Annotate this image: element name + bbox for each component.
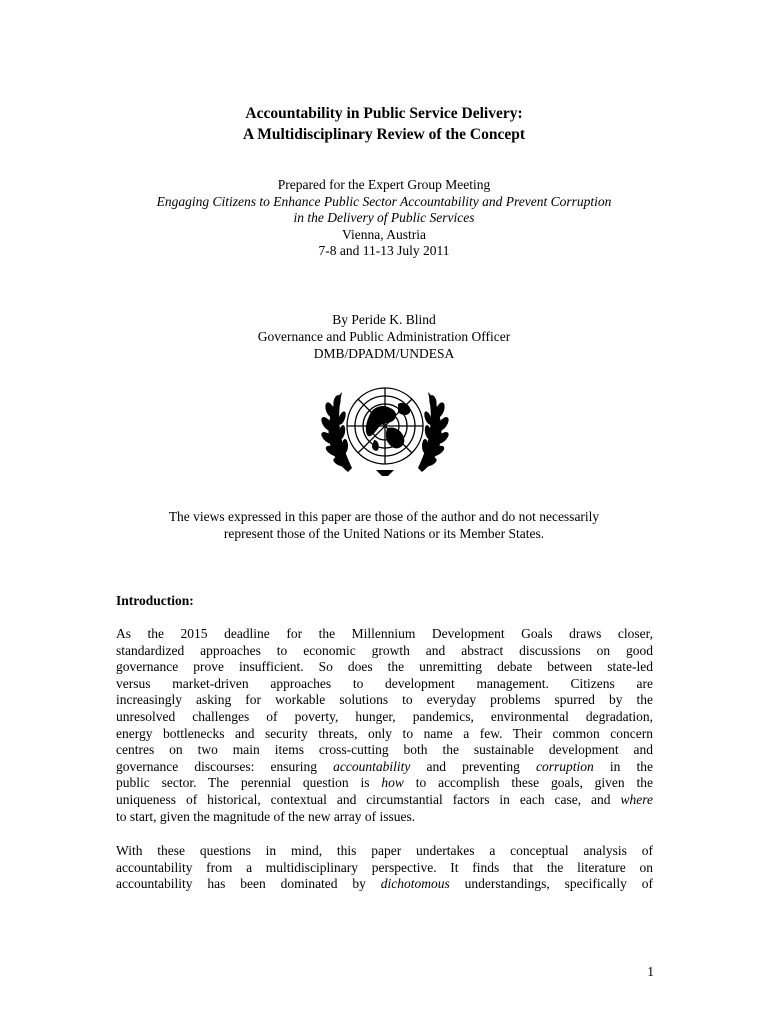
author-position: Governance and Public Administration Officer [257, 329, 511, 344]
prepared-for-line: Prepared for the Expert Group Meeting [277, 177, 491, 192]
meeting-title-line-2: in the Delivery of Public Services [293, 210, 475, 225]
author-unit: DMB/DPADM/UNDESA [313, 346, 455, 361]
text-run: in the [609, 758, 653, 774]
para1-line: governance prove insufficient. So does the unremitting debate between state-led [116, 659, 653, 675]
para1-line [116, 792, 653, 809]
text-run: uniqueness of historical, contextual and circumstantial factors in each case, and [116, 791, 611, 807]
introduction-paragraph-1 [116, 626, 653, 825]
text-run: governance discourses: ensuring [116, 758, 317, 774]
emphasis-accountability: accountability [333, 758, 411, 774]
prepared-for-block [0, 177, 768, 260]
para1-line: unresolved challenges of poverty, hunger, pandemics, environmental degradation, [116, 708, 653, 724]
title-line-1: Accountability in Public Service Delivery: [245, 105, 523, 122]
emphasis-where: where [620, 791, 653, 807]
disclaimer-line-1: The views expressed in this paper are those of the author and do not necessarily [168, 509, 600, 524]
author-byline: By Peride K. Blind [332, 312, 436, 327]
para1-line: standardized approaches to economic growth and abstract discussions on good [116, 642, 653, 658]
para1-line: to start, given the magnitude of the new array of issues. [116, 808, 416, 824]
para1-line: centres on two main items cross-cutting both the sustainable development and [116, 742, 653, 758]
para1-line: increasingly asking for workable solutions to everyday problems spurred by the [116, 692, 653, 708]
disclaimer [0, 509, 768, 542]
meeting-location: Vienna, Austria [342, 226, 426, 242]
title-line-2: A Multidisciplinary Review of the Concept [243, 126, 525, 143]
emphasis-corruption: corruption [535, 758, 594, 774]
un-emblem-icon [318, 380, 452, 480]
para1-line: As the 2015 deadline for the Millennium Development Goals draws closer, [116, 626, 653, 641]
para1-line [116, 759, 653, 776]
text-run: understandings, specifically of [464, 876, 653, 892]
para1-line: versus market-driven approaches to development management. Citizens are [116, 675, 653, 691]
text-run: to accomplish these goals, given the [415, 775, 653, 791]
paper-title [0, 103, 768, 145]
meeting-title-line-1: Engaging Citizens to Enhance Public Sector Accountability and Prevent Corruption [156, 193, 612, 209]
text-run: public sector. The perennial question is [116, 775, 370, 791]
emphasis-dichotomous: dichotomous [380, 876, 450, 892]
introduction-heading: Introduction: [116, 593, 194, 608]
introduction-paragraph-2 [116, 843, 653, 893]
emphasis-how: how [381, 775, 404, 791]
para2-line: With these questions in mind, this paper undertakes a conceptual analysis of [116, 843, 653, 858]
para2-line: accountability from a multidisciplinary perspective. It finds that the literature on [116, 859, 653, 875]
author-block [0, 311, 768, 362]
text-run: and preventing [426, 758, 520, 774]
para2-line [116, 876, 653, 893]
meeting-dates: 7-8 and 11-13 July 2011 [318, 243, 450, 258]
text-run: accountability has been dominated by [116, 876, 366, 892]
page-number: 1 [647, 964, 654, 979]
para1-line [116, 775, 653, 792]
para1-line: energy bottlenecks and security threats, only to name a few. Their common concern [116, 725, 653, 741]
disclaimer-line-2: represent those of the United Nations or its Member States. [223, 525, 545, 541]
